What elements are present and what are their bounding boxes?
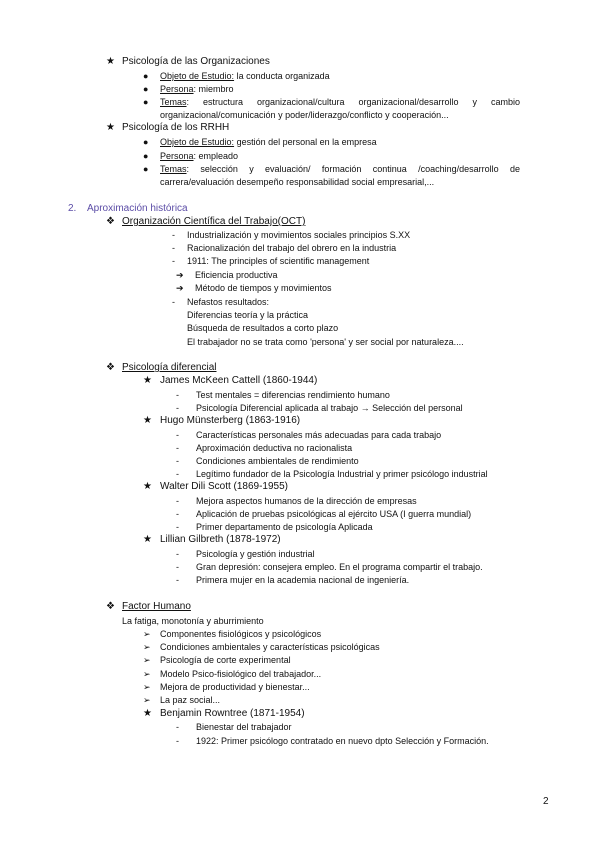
dash-bullet-icon: - <box>176 575 179 585</box>
org-temas-cont: organizacional/comunicación y poder/liderazgo/conflicto y cooperación... <box>160 110 449 120</box>
dot-bullet-icon: ● <box>143 151 149 161</box>
page-number: 2 <box>543 796 549 807</box>
dash-bullet-icon: - <box>176 469 179 479</box>
factor-item-1: Componentes fisiológicos y psicológicos <box>160 629 322 639</box>
arrowhead-bullet-icon: ➢ <box>143 695 151 705</box>
oct-item-2: Racionalización del trabajo del obrero en la industria <box>187 243 397 253</box>
org-persona <box>160 83 234 96</box>
dash-bullet-icon: - <box>176 403 179 413</box>
star-bullet-icon: ★ <box>106 122 115 133</box>
rrhh-temas-text: : selección y evaluación/ formación continua /coaching/desarrollo de <box>186 164 520 174</box>
dash-bullet-icon: - <box>176 736 179 746</box>
org-temas-label: Temas <box>160 97 187 107</box>
oct-item-4: Nefastos resultados: <box>187 297 270 307</box>
dot-bullet-icon: ● <box>143 137 149 147</box>
difer-p3-item-2: Aplicación de pruebas psicológicas al ejército USA (I guerra mundial) <box>196 509 472 519</box>
difer-p4-item-3: Primera mujer en la academia nacional de ingeniería. <box>196 575 410 585</box>
rrhh-persona-text: : empleado <box>193 151 239 161</box>
org-objeto <box>160 70 330 83</box>
dot-bullet-icon: ● <box>143 84 149 94</box>
dash-bullet-icon: - <box>176 430 179 440</box>
star-bullet-icon: ★ <box>106 56 115 67</box>
difer-p3-item-3: Primer departamento de psicología Aplicada <box>196 522 373 532</box>
arrowhead-bullet-icon: ➢ <box>143 642 151 652</box>
factor-item-4: Modelo Psico-fisiológico del trabajador... <box>160 669 322 679</box>
difer-p4-item-2: Gran depresión: consejera empleo. En el programa compartir el trabajo. <box>196 562 483 572</box>
rrhh-persona-label: Persona <box>160 151 194 161</box>
factor-intro: La fatiga, monotonía y aburrimiento <box>122 616 264 626</box>
factor-item-2: Condiciones ambientales y características psicológicas <box>160 642 380 652</box>
org-objeto-text: la conducta organizada <box>234 71 330 81</box>
difer-p2-item-2: Aproximación deductiva no racionalista <box>196 443 353 453</box>
dash-bullet-icon: - <box>172 230 175 240</box>
star-bullet-icon: ★ <box>143 708 152 719</box>
rrhh-temas-label: Temas <box>160 164 187 174</box>
arrowhead-bullet-icon: ➢ <box>143 669 151 679</box>
rrhh-objeto <box>160 136 377 149</box>
difer-p3-item-1: Mejora aspectos humanos de la dirección de empresas <box>196 496 417 506</box>
dash-bullet-icon: - <box>176 509 179 519</box>
factor-title: Factor Humano <box>122 601 191 612</box>
difer-person-4: Lillian Gilbreth (1878-1972) <box>160 534 281 545</box>
org-objeto-label: Objeto de Estudio: <box>160 71 235 81</box>
difer-p1-item-2: Psicología Diferencial aplicada al trabajo → Selección del personal <box>196 403 463 413</box>
arrow-right-icon: ➔ <box>176 283 184 293</box>
oct-sub-2: Método de tiempos y movimientos <box>195 283 332 293</box>
rrhh-objeto-text: gestión del personal en la empresa <box>234 137 377 147</box>
star-bullet-icon: ★ <box>143 375 152 386</box>
difer-person-3: Walter Dili Scott (1869-1955) <box>160 481 289 492</box>
difer-p1-item-1: Test mentales = diferencias rendimiento humano <box>196 390 390 400</box>
oct-sub-1: Eficiencia productiva <box>195 270 278 280</box>
star-bullet-icon: ★ <box>143 415 152 426</box>
arrowhead-bullet-icon: ➢ <box>143 629 151 639</box>
factor-item-5: Mejora de productividad y bienestar... <box>160 682 310 692</box>
dot-bullet-icon: ● <box>143 97 149 107</box>
factor-person-item-1: Bienestar del trabajador <box>196 722 292 732</box>
arrowhead-bullet-icon: ➢ <box>143 682 151 692</box>
star-bullet-icon: ★ <box>143 481 152 492</box>
diamond-bullet-icon: ❖ <box>106 362 115 373</box>
oct-item-1: Industrialización y movimientos sociales principios S.XX <box>187 230 411 240</box>
arrow-right-icon: ➔ <box>176 270 184 280</box>
factor-item-6: La paz social... <box>160 695 221 705</box>
org-temas-text: : estructura organizacional/cultura organizacional/desarrollo y cambio <box>186 97 520 107</box>
diamond-bullet-icon: ❖ <box>106 216 115 227</box>
dash-bullet-icon: - <box>176 562 179 572</box>
rrhh-temas <box>160 163 520 176</box>
dash-bullet-icon: - <box>176 443 179 453</box>
oct-title: Organización Científica del Trabajo(OCT) <box>122 216 306 227</box>
section-title: Aproximación histórica <box>87 203 188 214</box>
dash-bullet-icon: - <box>176 522 179 532</box>
factor-person: Benjamin Rowntree (1871-1954) <box>160 708 305 719</box>
dash-bullet-icon: - <box>176 722 179 732</box>
dash-bullet-icon: - <box>172 243 175 253</box>
difer-p2-item-4: Legítimo fundador de la Psicología Industrial y primer psicólogo industrial <box>196 469 488 479</box>
rrhh-temas-cont: carrera/evaluación desempeño responsabilidad social empresarial,... <box>160 177 435 187</box>
oct-result-3: El trabajador no se trata como 'persona' y ser social por naturaleza.... <box>187 337 464 347</box>
section-number: 2. <box>68 203 77 214</box>
oct-item-3: 1911: The principles of scientific management <box>187 256 370 266</box>
org-persona-text: : miembro <box>193 84 234 94</box>
dash-bullet-icon: - <box>176 390 179 400</box>
factor-person-item-2: 1922: Primer psicólogo contratado en nuevo dpto Selección y Formación. <box>196 736 489 746</box>
org-temas <box>160 96 520 109</box>
difer-p2-item-1: Características personales más adecuadas para cada trabajo <box>196 430 442 440</box>
dash-bullet-icon: - <box>176 456 179 466</box>
dash-bullet-icon: - <box>176 496 179 506</box>
oct-result-1: Diferencias teoría y la práctica <box>187 310 309 320</box>
arrowhead-bullet-icon: ➢ <box>143 655 151 665</box>
star-bullet-icon: ★ <box>143 534 152 545</box>
difer-p4-item-1: Psicología y gestión industrial <box>196 549 315 559</box>
difer-p2-item-3: Condiciones ambientales de rendimiento <box>196 456 359 466</box>
rrhh-persona <box>160 150 238 163</box>
difer-person-1: James McKeen Cattell (1860-1944) <box>160 375 318 386</box>
dot-bullet-icon: ● <box>143 164 149 174</box>
difer-person-2: Hugo Münsterberg (1863-1916) <box>160 415 301 426</box>
factor-item-3: Psicología de corte experimental <box>160 655 291 665</box>
dot-bullet-icon: ● <box>143 71 149 81</box>
dash-bullet-icon: - <box>172 256 175 266</box>
org-persona-label: Persona <box>160 84 194 94</box>
org-title: Psicología de las Organizaciones <box>122 56 270 67</box>
rrhh-objeto-label: Objeto de Estudio: <box>160 137 235 147</box>
difer-title: Psicología diferencial <box>122 362 217 373</box>
dash-bullet-icon: - <box>176 549 179 559</box>
section-heading <box>68 203 188 216</box>
dash-bullet-icon: - <box>172 297 175 307</box>
diamond-bullet-icon: ❖ <box>106 601 115 612</box>
rrhh-title: Psicología de los RRHH <box>122 122 230 133</box>
oct-result-2: Búsqueda de resultados a corto plazo <box>187 323 339 333</box>
